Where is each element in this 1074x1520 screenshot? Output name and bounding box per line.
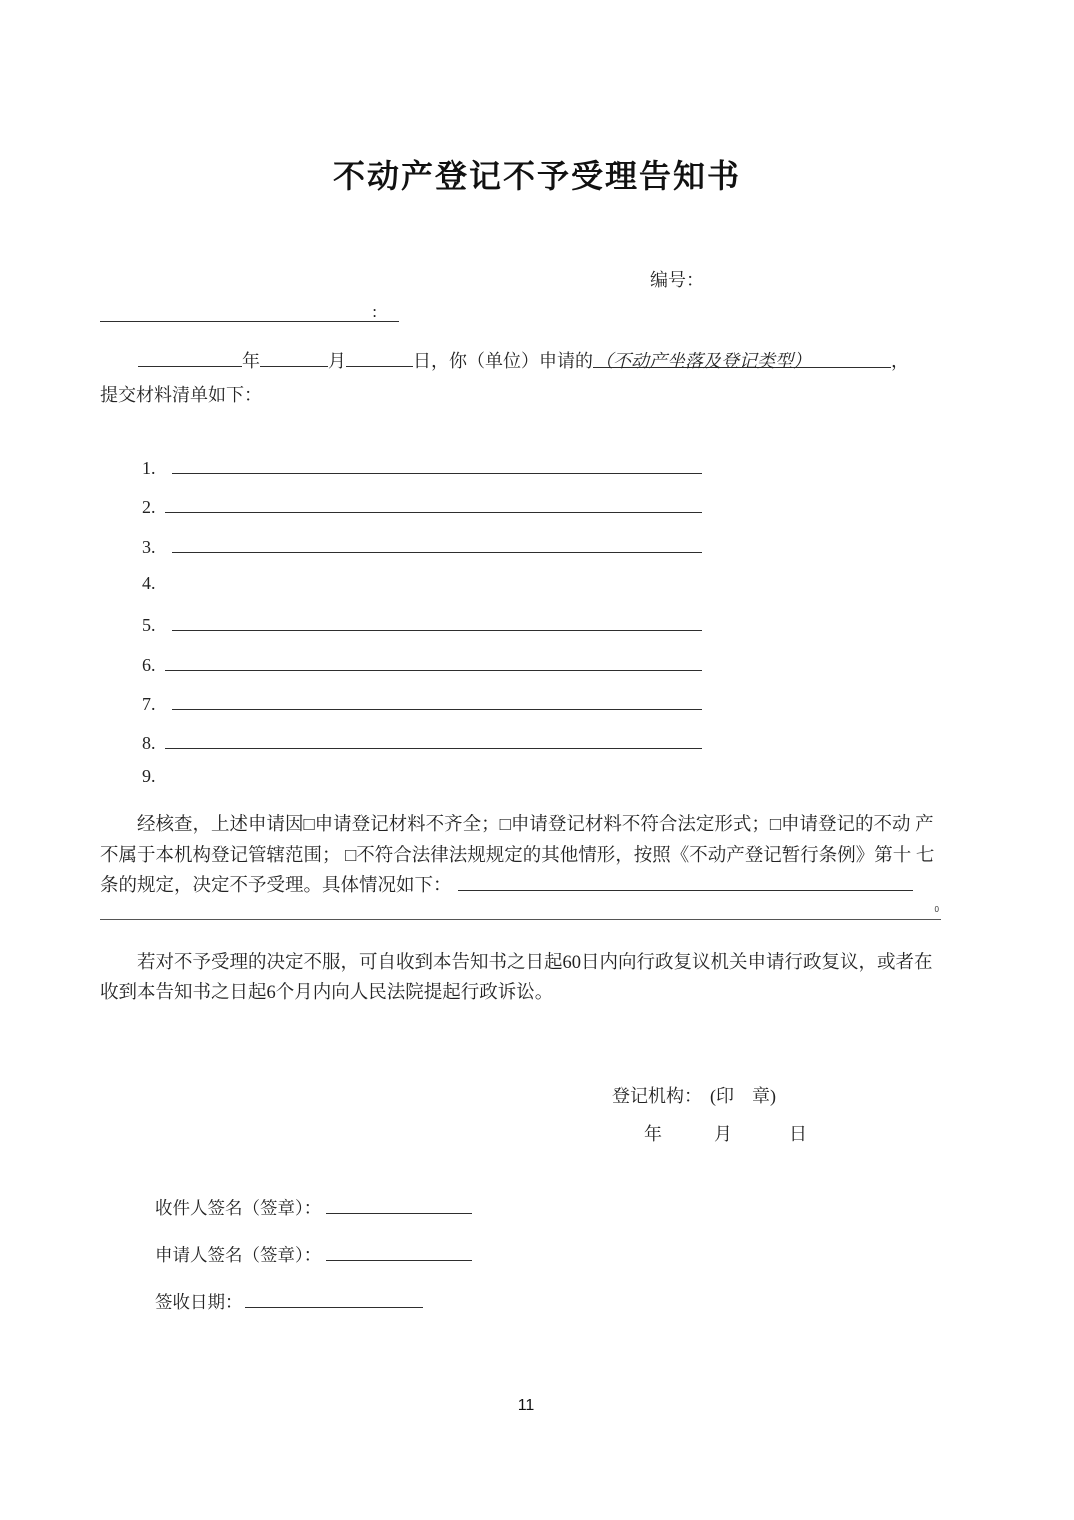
- day-blank: [346, 348, 413, 367]
- item-number: 3.: [142, 537, 156, 557]
- item-blank-line: [165, 730, 702, 749]
- month-blank: [260, 348, 328, 367]
- issue-date-line: [644, 1120, 807, 1146]
- receipt-date-blank: [245, 1290, 423, 1309]
- material-item-9: [142, 766, 166, 792]
- receipt-date-label: 签收日期：: [155, 1292, 243, 1312]
- receipt-date-row: [155, 1289, 423, 1314]
- material-item-1: [142, 455, 702, 481]
- material-item-2: [142, 494, 702, 520]
- item-number: 2.: [142, 497, 156, 517]
- intro-line-1: [138, 347, 909, 373]
- property-type-blank: [593, 347, 891, 371]
- intro-line-2: 提交材料清单如下：: [100, 385, 262, 405]
- receiver-signature-label: 收件人签名（签章）：: [155, 1198, 322, 1218]
- addressee-colon: :: [372, 302, 377, 321]
- doc-number-label: 编号：: [650, 270, 704, 290]
- year-label: 年: [242, 351, 260, 371]
- receiver-signature-row: [155, 1195, 472, 1220]
- review-line-3: [100, 871, 957, 902]
- item-blank-line: [172, 455, 702, 474]
- material-item-4: [142, 573, 166, 599]
- trailing-comma: ，: [891, 351, 909, 371]
- applicant-signature-row: [155, 1242, 472, 1267]
- review-line-2: 不属于本机构登记管辖范围； □不符合法律法规规定的其他情形，按照《不动产登记暂行条例》第十 七: [100, 845, 935, 866]
- applicant-signature-blank: [326, 1243, 472, 1262]
- appeal-line-1: 若对不予受理的决定不服，可自收到本告知书之日起60日内向行政复议机关申请行政复议，或者在: [137, 953, 933, 973]
- seal-placeholder: (印 章): [710, 1086, 776, 1106]
- material-item-6: [142, 652, 702, 678]
- registry-label: 登记机构：: [612, 1086, 702, 1106]
- details-continuation-line: [100, 901, 941, 920]
- receiver-signature-blank: [326, 1196, 472, 1215]
- day-text: 日，你（单位）申请的: [413, 351, 593, 371]
- item-number: 9.: [142, 766, 156, 786]
- issue-month-label: 月: [714, 1124, 732, 1144]
- item-number: 1.: [142, 458, 156, 478]
- material-item-5: [142, 612, 702, 638]
- appeal-line-2: 收到本告知书之日起6个月内向人民法院提起行政诉讼。: [100, 983, 554, 1003]
- addressee-blank-line: [100, 301, 399, 322]
- footnote-mark: 0: [934, 905, 939, 914]
- review-line-3-text: 条的规定，决定不予受理。具体情况如下：: [100, 876, 452, 896]
- material-item-3: [142, 534, 702, 560]
- item-blank-line: [172, 612, 702, 631]
- year-blank: [138, 348, 242, 367]
- page-number: 11: [517, 1397, 535, 1414]
- material-item-7: [142, 691, 702, 717]
- item-blank-line: [165, 494, 702, 513]
- item-blank-line: [172, 534, 702, 553]
- item-number: 6.: [142, 655, 156, 675]
- item-blank-line: [172, 691, 702, 710]
- details-blank-line: [458, 872, 913, 892]
- review-line-1: 经核查，上述申请因□申请登记材料不齐全；□申请登记材料不符合法定形式；□申请登记的不动 产: [137, 815, 934, 835]
- document-title: 不动产登记不予受理告知书: [332, 158, 741, 194]
- item-blank-line: [165, 652, 702, 671]
- appeal-paragraph: [100, 948, 957, 1008]
- month-label: 月: [328, 351, 346, 371]
- review-paragraph: [100, 810, 957, 902]
- item-number: 8.: [142, 733, 156, 753]
- issue-day-label: 日: [789, 1124, 807, 1144]
- material-item-8: [142, 730, 702, 756]
- property-type-placeholder: （不动产坐落及登记类型）: [595, 351, 811, 371]
- item-number: 7.: [142, 694, 156, 714]
- item-number: 4.: [142, 573, 156, 593]
- applicant-signature-label: 申请人签名（签章）：: [155, 1245, 322, 1265]
- registry-seal-line: [612, 1082, 776, 1108]
- item-number: 5.: [142, 615, 156, 635]
- issue-year-label: 年: [644, 1124, 662, 1144]
